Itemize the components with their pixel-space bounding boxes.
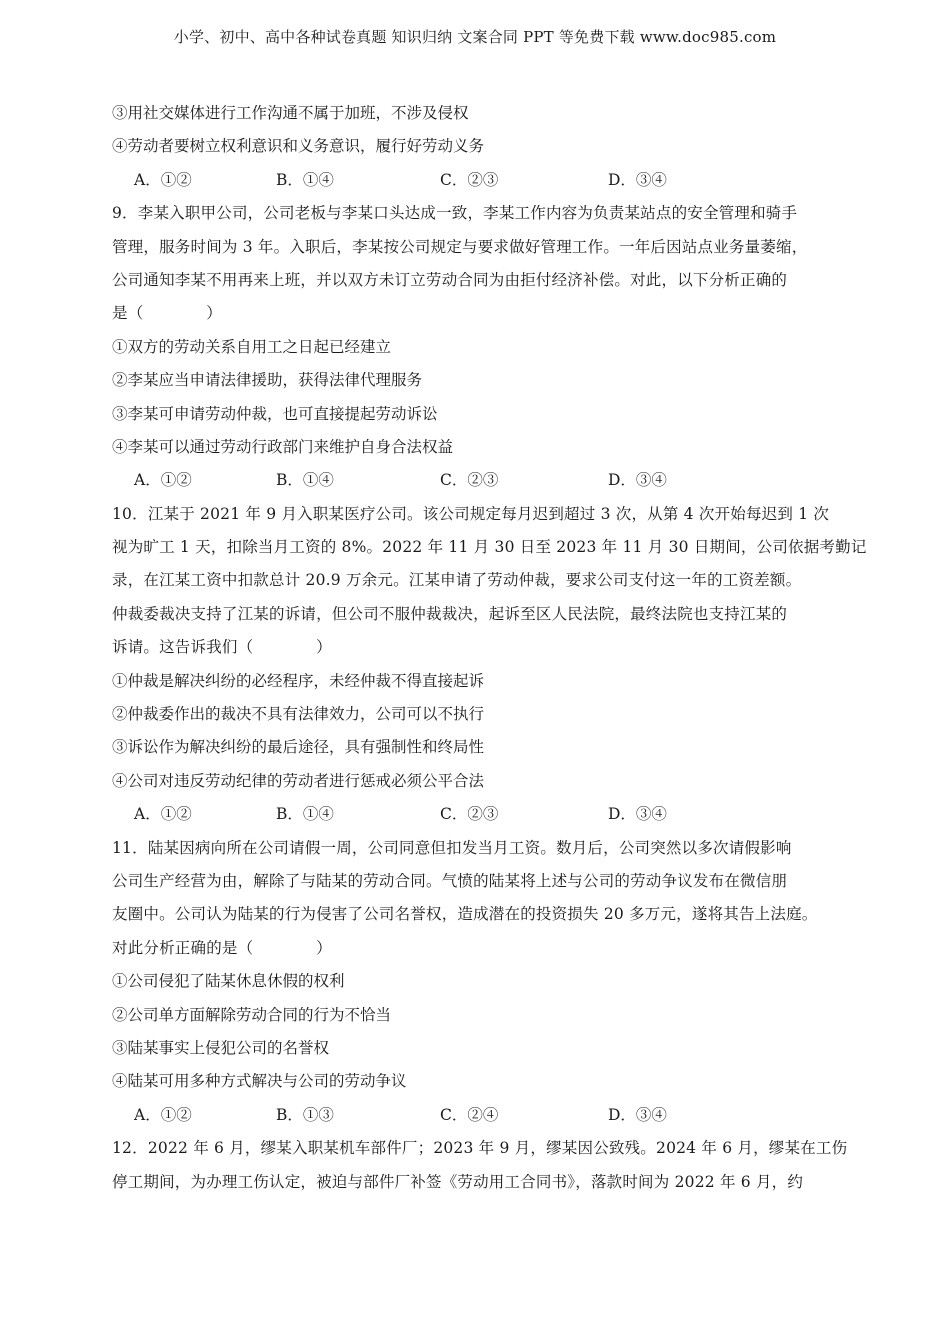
option-b: B．①④ <box>276 471 334 490</box>
question-9-line: 管理，服务时间为 3 年。入职后，李某按公司规定与要求做好管理工作。一年后因站点业务量萎缩， <box>112 237 808 256</box>
option-b: B．①④ <box>276 805 334 824</box>
option-d: D．③④ <box>608 805 667 824</box>
question-10-line: 仲裁委裁决支持了江某的诉请，但公司不服仲裁裁决，起诉至区人民法院，最终法院也支持江某的 <box>112 604 788 623</box>
option-a: A．①② <box>134 1105 192 1124</box>
question-9-line: 是（ ） <box>112 304 222 323</box>
statement-4: ④陆某可用多种方式解决与公司的劳动争议 <box>112 1072 407 1091</box>
option-d: D．③④ <box>608 170 667 189</box>
question-11-line: 友圈中。公司认为陆某的行为侵害了公司名誉权，造成潜在的投资损失 20 多万元，遂将其告上法庭。 <box>112 905 818 924</box>
question-9-line: 9．李某入职甲公司，公司老板与李某口头达成一致，李某工作内容为负责某站点的安全管理和骑手 <box>112 204 798 223</box>
statement-3: ③用社交媒体进行工作沟通不属于加班，不涉及侵权 <box>112 104 469 122</box>
option-a: A．①② <box>134 170 192 189</box>
question-9-line: 公司通知李某不用再来上班，并以双方未订立劳动合同为由拒付经济补偿。对此，以下分析正确的 <box>112 270 788 289</box>
answer-options <box>112 164 852 197</box>
statement-1: ①公司侵犯了陆某休息休假的权利 <box>112 972 345 991</box>
option-c: C．②③ <box>440 805 499 824</box>
answer-options <box>112 1099 852 1132</box>
statement-3: ③诉讼作为解决纠纷的最后途径，具有强制性和终局性 <box>112 738 485 757</box>
option-d: D．③④ <box>608 1105 667 1124</box>
statement-1: ①双方的劳动关系自用工之日起已经建立 <box>112 337 392 356</box>
statement-4: ④李某可以通过劳动行政部门来维护自身合法权益 <box>112 437 454 456</box>
statement-1: ①仲裁是解决纠纷的必经程序，未经仲裁不得直接起诉 <box>112 671 485 690</box>
option-c: C．②④ <box>440 1105 499 1124</box>
option-c: C．②③ <box>440 471 499 490</box>
option-b: B．①④ <box>276 170 334 189</box>
answer-options <box>112 798 852 831</box>
statement-2: ②公司单方面解除劳动合同的行为不恰当 <box>112 1005 392 1024</box>
statement-3: ③李某可申请劳动仲裁，也可直接提起劳动诉讼 <box>112 404 438 423</box>
option-c: C．②③ <box>440 170 499 189</box>
statement-2: ②仲裁委作出的裁决不具有法律效力，公司可以不执行 <box>112 705 485 724</box>
question-10-line: 诉请。这告诉我们（ ） <box>112 638 332 657</box>
statement-4: ④劳动者要树立权利意识和义务意识，履行好劳动义务 <box>112 137 485 156</box>
question-11-line: 对此分析正确的是（ ） <box>112 938 332 957</box>
option-b: B．①③ <box>276 1105 334 1124</box>
statement-4: ④公司对违反劳动纪律的劳动者进行惩戒必须公平合法 <box>112 771 485 790</box>
statement-2: ②李某应当申请法律援助，获得法律代理服务 <box>112 371 423 390</box>
question-10-line: 10．江某于 2021 年 9 月入职某医疗公司。该公司规定每月迟到超过 3 次，从第 4 次开始每迟到 1 次 <box>112 504 830 523</box>
option-a: A．①② <box>134 471 192 490</box>
answer-options <box>112 464 852 497</box>
page-header: 小学、初中、高中各种试卷真题 知识归纳 文案合同 PPT 等免费下载 www.doc985.com <box>173 28 777 46</box>
statement-3: ③陆某事实上侵犯公司的名誉权 <box>112 1038 330 1057</box>
option-a: A．①② <box>134 805 192 824</box>
question-10-line: 录，在江某工资中扣款总计 20.9 万余元。江某申请了劳动仲裁，要求公司支付这一年的工资差额。 <box>112 571 802 590</box>
option-d: D．③④ <box>608 471 667 490</box>
question-11-line: 11．陆某因病向所在公司请假一周，公司同意但扣发当月工资。数月后，公司突然以多次请假影响 <box>112 838 792 857</box>
question-10-line: 视为旷工 1 天，扣除当月工资的 8%。2022 年 11 月 30 日至 2023 年 11 月 30 日期间，公司依据考勤记 <box>112 538 867 557</box>
question-11-line: 公司生产经营为由，解除了与陆某的劳动合同。气愤的陆某将上述与公司的劳动争议发布在微信朋 <box>112 871 788 890</box>
question-content <box>112 97 867 1199</box>
question-12-line: 停工期间，为办理工伤认定，被迫与部件厂补签《劳动用工合同书》，落款时间为 2022 年 6 月，约 <box>112 1172 804 1191</box>
question-12-line: 12．2022 年 6 月，缪某入职某机车部件厂；2023 年 9 月，缪某因公致残。2024 年 6 月，缪某在工伤 <box>112 1139 848 1158</box>
